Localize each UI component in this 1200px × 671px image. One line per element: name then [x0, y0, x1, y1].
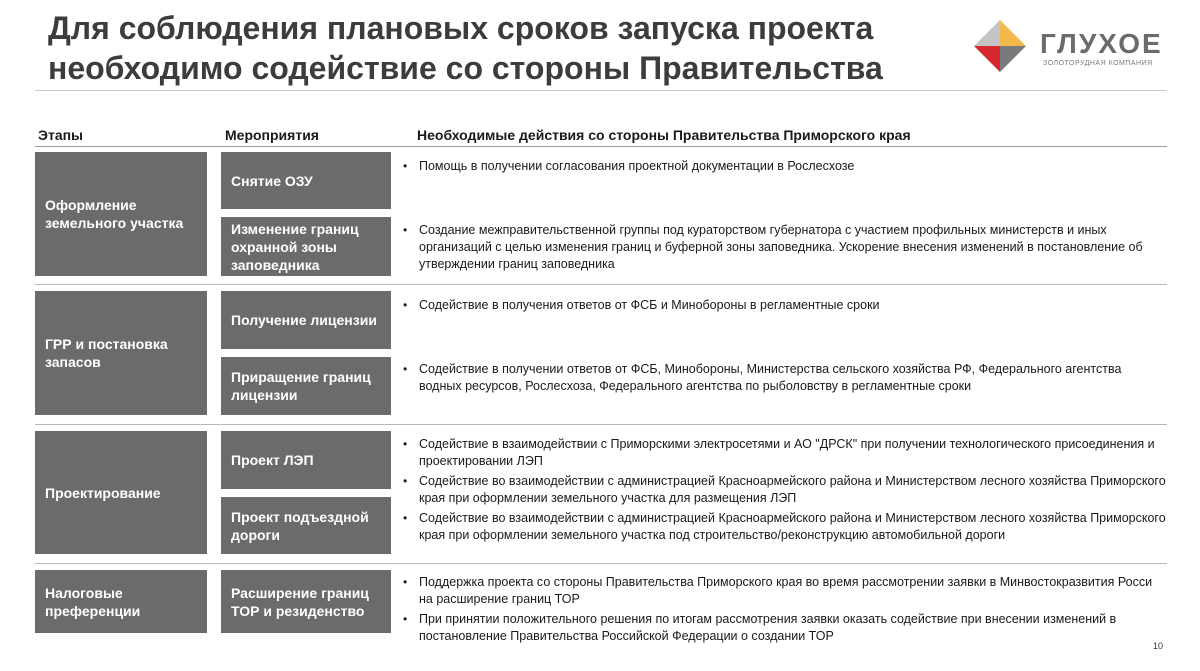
event-label: Снятие ОЗУ — [231, 172, 313, 189]
event-label: Изменение границ охранной зоны заповедника — [231, 220, 359, 273]
stage-label: ГРР и постановка запасов — [45, 336, 168, 370]
stage-tax-preferences — [35, 570, 207, 633]
stage-label: Оформление земельного участка — [45, 197, 184, 231]
logo-name: ГЛУХОЕ — [1040, 28, 1163, 59]
event-label: Приращение границ лицензии — [231, 369, 371, 403]
action-list — [400, 222, 1166, 276]
column-header-events: Мероприятия — [225, 127, 319, 143]
column-header-stages: Этапы — [38, 127, 84, 143]
column-header-actions: Необходимые действия со стороны Правительства Приморского края — [417, 127, 911, 143]
action-item: • Содействие во взаимодействии с администрацией Красноармейского района и Министерством лесного хозяйства Приморского края при оформлении земельного участка для размещения ЛЭП — [400, 473, 1166, 507]
title-line-2: необходимо содействие со стороны Правительства — [48, 50, 883, 86]
header-divider — [35, 146, 1167, 147]
event-reserve-borders — [221, 217, 391, 276]
action-item: • Помощь в получении согласования проектной документации в Рослесхозе — [400, 158, 1166, 175]
title-line-1: Для соблюдения плановых сроков запуска проекта — [48, 10, 874, 46]
action-list — [400, 158, 1166, 178]
action-item: • Создание межправительственной группы под кураторством губернатора с участием профильных министерств и иных организаций с целью изменения границ и буферной зоны заповедника. Ускорение внесения изменений в постановление об утверждении границ заповедника — [400, 222, 1166, 273]
event-label: Проект подъездной дороги — [231, 508, 369, 543]
event-license — [221, 291, 391, 349]
action-item: • Содействие в получении ответов от ФСБ, Минобороны, Министерства сельского хозяйства РФ, Федерального агентства водных ресурсов, Рослесхоза, Федерального агентства по рыболовству в регламентные сроки — [400, 361, 1166, 395]
action-list — [400, 297, 1166, 317]
action-item: • Содействие в получения ответов от ФСБ и Минобороны в регламентные сроки — [400, 297, 1166, 314]
stage-label: Проектирование — [45, 484, 161, 501]
company-logo-icon — [972, 18, 1028, 74]
action-item: • Содействие во взаимодействии с администрацией Красноармейского района и Министерством лесного хозяйства Приморского края при оформлении земельного участка под строительство/реконструкцию автомобильной дороги — [400, 510, 1166, 544]
action-item: • При принятии положительного решения по итогам рассмотрения заявки оказать содействие при внесении изменений в постановление Правительства Российской Федерации о создании ТОР — [400, 611, 1166, 645]
action-list — [400, 574, 1166, 648]
page-title — [48, 8, 978, 88]
event-label: Получение лицензии — [231, 312, 377, 328]
action-list — [400, 361, 1166, 398]
section-divider — [35, 424, 1167, 425]
action-item: • Содействие в взаимодействии с Приморскими электросетями и АО "ДРСК" при получении технологического присоединения и проектировании ЛЭП — [400, 436, 1166, 470]
event-license-expansion — [221, 357, 391, 415]
section-divider — [35, 563, 1167, 564]
section-divider — [35, 284, 1167, 285]
event-access-road — [221, 497, 391, 554]
stage-land-registration — [35, 152, 207, 276]
event-tor-expansion — [221, 570, 391, 633]
event-label: Проект ЛЭП — [231, 452, 314, 468]
action-item: • Поддержка проекта со стороны Правительства Приморского края во время рассмотрении заявки в Минвостокразвития Росси на расширение границ ТОР — [400, 574, 1166, 608]
action-list — [400, 436, 1166, 510]
event-ozu-removal — [221, 152, 391, 209]
event-label: Расширение границ ТОР и резиденство — [231, 584, 369, 619]
logo-subtitle: ЗОЛОТОРУДНАЯ КОМПАНИЯ — [1043, 60, 1153, 67]
title-divider — [35, 90, 1167, 91]
stage-label: Налоговые преференции — [45, 584, 141, 619]
stage-design — [35, 431, 207, 554]
event-power-line — [221, 431, 391, 489]
stage-exploration — [35, 291, 207, 415]
page-number: 10 — [1153, 641, 1164, 651]
action-list — [400, 510, 1166, 547]
